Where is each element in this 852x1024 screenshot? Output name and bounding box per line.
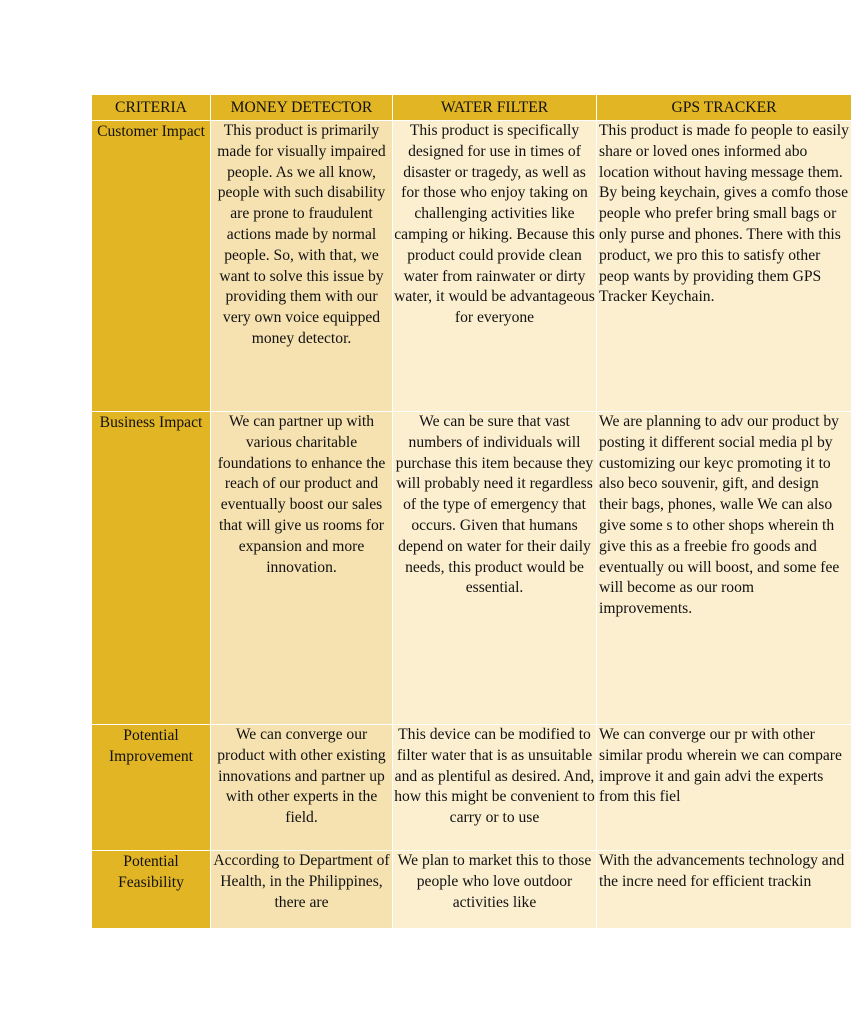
cell-water-filter: This device can be modified to filter water that is as unsuitable and as plentiful as desired. And, how this might be convenient to carry or to use	[393, 725, 597, 851]
cell-gps-tracker: We can converge our pr with other similar produ wherein we can compare improve it and gain advi the experts from this fiel	[597, 725, 852, 851]
table-header-row	[92, 95, 852, 121]
row-label-business-impact: Business Impact	[92, 412, 211, 725]
cell-gps-tracker: With the advancements technology and the incre need for efficient trackin	[597, 851, 852, 929]
table-row-business-impact	[92, 412, 852, 725]
header-money-detector: MONEY DETECTOR	[211, 95, 393, 121]
cell-gps-tracker: We are planning to adv our product by posting it different social media pl by customizing our keyc promoting it to also beco souvenir, gift, and design their bags, phones, walle We can also give some s to other shops wherein th give this as a freebie fro goods and eventually ou will boost, and some fee will become as our room improvements.	[597, 412, 852, 725]
cell-money-detector: This product is primarily made for visually impaired people. As we all know, people with such disability are prone to fraudulent actions made by normal people. So, with that, we want to solve this issue by providing them with our very own voice equipped money detector.	[211, 121, 393, 412]
cell-gps-tracker: This product is made fo people to easily share or loved ones informed abo location without having message them. By being keychain, gives a comfo those people who prefer bring small bags or only purse and phones. There with this product, we pro this to satisfy other peop wants by providing them GPS Tracker Keychain.	[597, 121, 852, 412]
table-row-customer-impact	[92, 121, 852, 412]
cell-water-filter: We plan to market this to those people who love outdoor activities like	[393, 851, 597, 929]
row-label-potential-improvement: Potential Improvement	[92, 725, 211, 851]
row-label-customer-impact: Customer Impact	[92, 121, 211, 412]
header-criteria: CRITERIA	[92, 95, 211, 121]
cell-water-filter: We can be sure that vast numbers of individuals will purchase this item because they will probably need it regardless of the type of emergency that occurs. Given that humans depend on water for their daily needs, this product would be essential.	[393, 412, 597, 725]
header-gps-tracker: GPS TRACKER	[597, 95, 852, 121]
cell-money-detector: According to Department of Health, in the Philippines, there are	[211, 851, 393, 929]
cell-money-detector: We can converge our product with other existing innovations and partner up with other experts in the field.	[211, 725, 393, 851]
table-row-potential-improvement	[92, 725, 852, 851]
cell-water-filter: This product is specifically designed for use in times of disaster or tragedy, as well as for those who enjoy taking on challenging activities like camping or hiking. Because this product could provide clean water from rainwater or dirty water, it would be advantageous for everyone	[393, 121, 597, 412]
cell-money-detector: We can partner up with various charitable foundations to enhance the reach of our product and eventually boost our sales that will give us rooms for expansion and more innovation.	[211, 412, 393, 725]
header-water-filter: WATER FILTER	[393, 95, 597, 121]
table-row-potential-feasibility	[92, 851, 852, 929]
criteria-comparison-table	[91, 94, 852, 929]
row-label-potential-feasibility: Potential Feasibility	[92, 851, 211, 929]
